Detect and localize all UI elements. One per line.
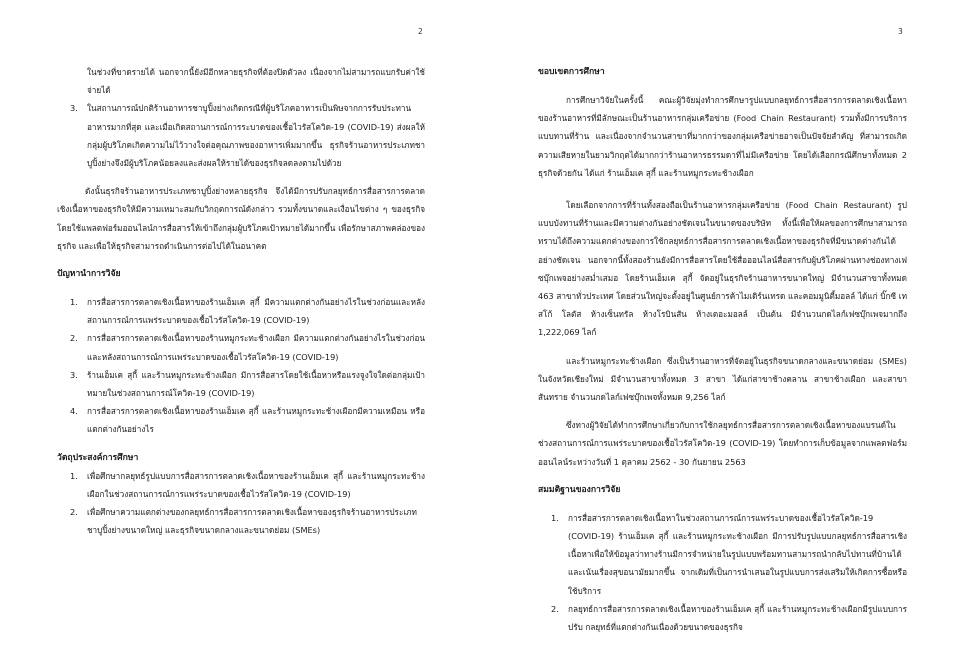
- section-heading-objective: วัตถุประสงค์การศึกษา: [57, 452, 139, 463]
- context-list: [57, 99, 425, 172]
- list-item: 4. การสื่อสารการตลาดเชิงเนื้อหาของร้านเอ็มเค สุกี้ และร้านหมูกระทะช้างเผือกมีความเหมือน หรือแตกต่างกันอย่างไร: [70, 406, 425, 435]
- scope-paragraph: โดยเลือกจากการที่ร้านทั้งสองถือเป็นร้านอาหารกลุ่มเครือข่าย (Food Chain Restaurant) รูปแบบบังทานที่ร้านและมีความต่างกันอย่างชัดเจนในขนาดของบริษัท ทั้งนี้เพื่อให้ผลของการศึกษาสามารถทราบได้ถึงความแตกต่างของการใช้กลยุทธ์การสื่อสารการตลาดเชิงเนื้อหาของธุรกิจที่มีขนาดต่างกันได้อย่างชัดเจน นอกจากนี้ทั้งสองร้านยังมีการสื่อสารโดยใช้สื่อออนไลน์สื่อสารกับผู้บริโภคผ่านทางช่องทางเฟซบุ๊กเพจอย่างสม่ำเสมอ โดยร้านเอ็มเค สุกี้ จัดอยู่ในธุรกิจร้านอาหารขนาดใหญ่ มีจำนวนสาขาทั้งหมด 463 สาขาทั่วประเทศ โดยส่วนใหญ่จะตั้งอยู่ในศูนย์การค้าไมเดิร์นเทรด และคอมมูนิตี้มอลล์ ได้แก่ บิ๊กซี เทสโก้ โลตัส ห้างเซ็นทรัล ห้างโรบินสัน ห้างเดอะมอลล์ เป็นต้น มีจำนวนกดไลก์เฟซบุ๊กเพจมากถึง 1,222,069 ไลก์: [538, 200, 907, 338]
- page-number: 3: [898, 27, 903, 36]
- right-page-content: [538, 63, 907, 636]
- section-heading-problem: ปัญหานำการวิจัย: [57, 269, 121, 280]
- problem-list: [57, 293, 425, 439]
- left-page-content: [57, 63, 425, 539]
- page-number: 2: [418, 27, 423, 36]
- objective-list: [57, 467, 425, 540]
- list-item: 3. ร้านเอ็มเค สุกี้ และร้านหมูกระทะช้างเผือก มีการสื่อสารโดยใช้เนื้อหาหรือแรงจูงใจใดต่อกลุ่มเป้าหมายในช่วงสถานการณ์โควิด-19 (COVID-19): [70, 369, 425, 399]
- list-item: 2. เพื่อศึกษาความแตกต่างของกลยุทธ์การสื่อสารการตลาดเชิงเนื้อหาของธุรกิจร้านอาหารประเภทชาบูปิ้งย่างขนาดใหญ่ และธุรกิจขนาดกลางและขนาดย่อม (SMEs): [70, 507, 417, 536]
- list-item: 2. กลยุทธ์การสื่อสารการตลาดเชิงเนื้อหาของร้านเอ็มเค สุกี้ และร้านหมูกระทะช้างเผือกมีรูปแบบการปรับ กลยุทธ์ที่แตกต่างกันเนื่องด้วยขนาดของธุรกิจ: [551, 603, 907, 633]
- list-item: 1. เพื่อศึกษากลยุทธ์รูปแบบการสื่อสารการตลาดเชิงเนื้อหาของร้านเอ็มเค สุกี้ และร้านหมูกระทะช้างเผือกในช่วงสถานการณ์การแพร่ระบาดของเชื้อไวรัสโควิด-19 (COVID-19): [70, 470, 425, 499]
- assumption-list: [538, 509, 907, 636]
- right-page: [480, 0, 960, 672]
- scope-paragraph: ซึ่งทางผู้วิจัยได้ทำการศึกษาเกี่ยวกับการใช้กลยุทธ์การสื่อสารการตลาดเชิงเนื้อหาของแบรนด์ในช่วงสถานการณ์การแพร่ระบาดของเชื้อไวรัสโควิด-19 (COVID-19) โดยทำการเก็บข้อมูลจากแพลตฟอร์มออนไลน์ระหว่างวันที่ 1 ตุลาคม 2562 - 30 กันยายน 2563: [538, 420, 907, 467]
- list-item: 1. การสื่อสารการตลาดเชิงเนื้อหาในช่วงสถานการณ์การแพร่ระบาดของเชื้อไวรัสโควิด-19 (COVID-19) ร้านเอ็มเค สุกี้ และร้านหมูกระทะช้างเผือก มีการปรับรูปแบบกลยุทธ์การสื่อสารเชิงเนื้อหาเพื่อให้ข้อมูลว่าทางร้านมีการจำหน่ายในรูปแบบพร้อมทานสามารถนำกลับไปทานที่บ้านได้ และเน้นเรื่องสุขอนามัยมากขึ้น จากเดิมที่เป็นการนำเสนอในรูปแบบการส่งเสริมให้เกิดการซื้อหรือใช้บริการ: [551, 512, 907, 596]
- list-item: 1. การสื่อสารการตลาดเชิงเนื้อหาของร้านเอ็มเค สุกี้ มีความแตกต่างกันอย่างไรในช่วงก่อนและหลังสถานการณ์การแพร่ระบาดของเชื้อไวรัสโควิด-19 (COVID-19): [70, 297, 425, 326]
- scope-paragraph: การศึกษาวิจัยในครั้งนี้ คณะผู้วิจัยมุ่งทำการศึกษารูปแบบกลยุทธ์การสื่อสารการตลาดเชิงเนื้อหาของร้านอาหารที่มีลักษณะเป็นร้านอาหารกลุ่มเครือข่าย (Food Chain Restaurant) รวมทั้งมีการบริการแบบทานที่ร้าน และเนื่องจากจำนวนสาขาที่มากกว่าของกลุ่มเครือข่ายอาจเป็นปัจจัยสำคัญ ที่สามารถเกิดความเสียหายในยามวิกฤตได้มากกว่าร้านอาหารธรรมดาที่ไม่มีเครือข่าย โดยได้เลือกกรณีศึกษาทั้งหมด 2 ธุรกิจด้วยกัน ได้แก่ ร้านเอ็มเค สุกี้ และร้านหมูกระทะช้างเผือก: [538, 95, 907, 178]
- section-heading-assumption: สมมติฐานของการวิจัย: [538, 484, 621, 495]
- list-item: 2. การสื่อสารการตลาดเชิงเนื้อหาของร้านหมูกระทะช้างเผือก มีความแตกต่างกันอย่างไรในช่วงก่อนและหลังสถานการณ์การแพร่ระบาดของเชื้อไวรัสโควิด-19 (COVID-19): [70, 333, 425, 362]
- scope-paragraph: และร้านหมูกระทะช้างเผือก ซึ่งเป็นร้านอาหารที่จัดอยู่ในธุรกิจขนาดกลางและขนาดย่อม (SMEs) ในจังหวัดเชียงใหม่ มีจำนวนสาขาทั้งหมด 3 สาขา ได้แก่สาขาช้างคลาน สาขาช้างเผือก และสาขาสันทราย จำนวนกดไลก์เฟซบุ๊กเพจทั้งหมด 9,256 ไลก์: [538, 355, 907, 403]
- summary-paragraph: ดังนั้นธุรกิจร้านอาหารประเภทชาบูปิ้งย่างหลายธุรกิจ จึงได้มีการปรับกลยุทธ์การสื่อสารการตลาดเชิงเนื้อหาของธุรกิจให้มีความเหมาะสมกับวิกฤตการณ์ดังกล่าว รวมทั้งขนาดและเงื่อนไขต่าง ๆ ของธุรกิจ โดยใช้แพลตฟอร์มออนไลน์การสื่อสารให้เข้าถึงกลุ่มผู้บริโภคเป้าหมายได้มากขึ้น เพื่อรักษาสภาพคล่องของธุรกิจ และเพื่อให้ธุรกิจสามารถดำเนินการต่อไปได้ในอนาคต: [57, 186, 425, 251]
- continuation-paragraph: ในช่วงที่ขาดรายได้ นอกจากนี้ยังมีอีกหลายธุรกิจที่ต้องปิดตัวลง เนื่องจากไม่สามารถแบกรับค่าใช้จ่ายได้: [87, 67, 425, 96]
- list-item: 3. ในสถานการณ์ปกติร้านอาหารชาบูปิ้งย่างเกิดกรณีที่ผู้บริโภคอาหารเป็นพิษจากการรับประทานอาหารมากที่สุด และเมื่อเกิดสถานการณ์การระบาดของเชื้อไวรัสโควิด-19 (COVID-19) ส่งผลให้กลุ่มผู้บริโภคเกิดความไม่ไว้วางใจต่อคุณภาพของอาหารเพิ่มมากขึ้น ธุรกิจร้านอาหารประเภทชาบูปิ้งย่างจึงมีผู้บริโภคน้อยลงและส่งผลให้รายได้ของธุรกิจลดลงตามไปด้วย: [70, 103, 425, 169]
- section-heading-scope: ขอบเขตการศึกษา: [538, 67, 605, 77]
